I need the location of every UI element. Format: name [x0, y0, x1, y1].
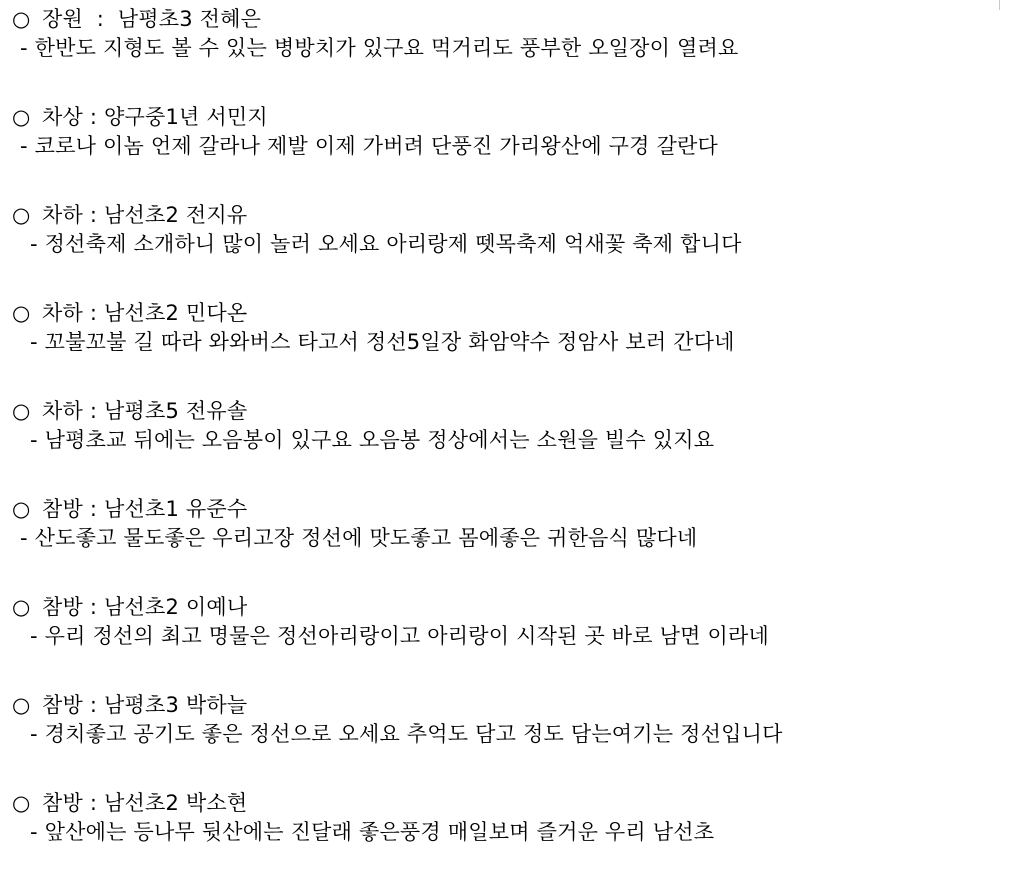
award-label: 차상 [42, 105, 83, 129]
entry-heading [12, 102, 268, 132]
separator: : [82, 693, 105, 717]
author-name: 남선초2 민다온 [104, 301, 248, 325]
separator: : [82, 399, 105, 423]
author-name: 남선초2 박소현 [104, 791, 248, 815]
entry-text: - 남평초교 뒤에는 오음봉이 있구요 오음봉 정상에서는 소원을 빌수 있지요 [30, 428, 715, 452]
separator: : [82, 105, 105, 129]
entry-heading [12, 592, 247, 622]
circle-marker-icon: ○ [12, 497, 31, 521]
circle-marker-icon: ○ [12, 301, 31, 325]
circle-marker-icon: ○ [12, 7, 31, 31]
author-name: 남평초5 전유솔 [104, 399, 248, 423]
entry-heading [12, 4, 261, 34]
entry-text: - 경치좋고 공기도 좋은 정선으로 오세요 추억도 담고 정도 담는여기는 정선입니다 [30, 722, 783, 746]
circle-marker-icon: ○ [12, 399, 31, 423]
separator: : [82, 301, 105, 325]
entry-text: - 산도좋고 물도좋은 우리고장 정선에 맛도좋고 몸에좋은 귀한음식 많다네 [20, 526, 698, 550]
separator: : [82, 791, 105, 815]
circle-marker-icon: ○ [12, 105, 31, 129]
entry-text: - 코로나 이놈 언제 갈라나 제발 이제 가버려 단풍진 가리왕산에 구경 갈란다 [20, 134, 718, 158]
award-label: 차하 [42, 301, 83, 325]
entry-heading [12, 494, 247, 524]
entry-heading [12, 200, 247, 230]
circle-marker-icon: ○ [12, 203, 31, 227]
entry-heading [12, 690, 247, 720]
circle-marker-icon: ○ [12, 791, 31, 815]
circle-marker-icon: ○ [12, 693, 31, 717]
entry-text: - 꼬불꼬불 길 따라 와와버스 타고서 정선5일장 화암약수 정암사 보러 간다네 [30, 330, 735, 354]
separator: : [82, 7, 118, 31]
entry-heading [12, 396, 247, 426]
separator: : [82, 203, 105, 227]
entry-text: - 우리 정선의 최고 명물은 정선아리랑이고 아리랑이 시작된 곳 바로 남면 이라네 [30, 624, 769, 648]
author-name: 남평초3 전혜은 [117, 7, 262, 31]
author-name: 남평초3 박하늘 [104, 693, 248, 717]
author-name: 남선초2 이예나 [104, 595, 248, 619]
separator: : [82, 497, 105, 521]
author-name: 양구중1년 서민지 [104, 105, 268, 129]
author-name: 남선초1 유준수 [104, 497, 248, 521]
award-label: 차하 [42, 399, 83, 423]
award-label: 장원 [42, 7, 83, 31]
entry-text: - 정선축제 소개하니 많이 놀러 오세요 아리랑제 뗏목축제 억새꽃 축제 합니다 [30, 232, 742, 256]
author-name: 남선초2 전지유 [104, 203, 248, 227]
entry-heading [12, 298, 247, 328]
award-label: 참방 [42, 791, 83, 815]
entry-text: - 한반도 지형도 볼 수 있는 병방치가 있구요 먹거리도 풍부한 오일장이 열려요 [20, 36, 739, 60]
page-margin-mark [999, 0, 1000, 10]
entry-heading [12, 788, 247, 818]
separator: : [82, 595, 105, 619]
award-label: 차하 [42, 203, 83, 227]
circle-marker-icon: ○ [12, 595, 31, 619]
award-label: 참방 [42, 693, 83, 717]
award-label: 참방 [42, 595, 83, 619]
entry-text: - 앞산에는 등나무 뒷산에는 진달래 좋은풍경 매일보며 즐거운 우리 남선초 [30, 820, 715, 844]
award-label: 참방 [42, 497, 83, 521]
